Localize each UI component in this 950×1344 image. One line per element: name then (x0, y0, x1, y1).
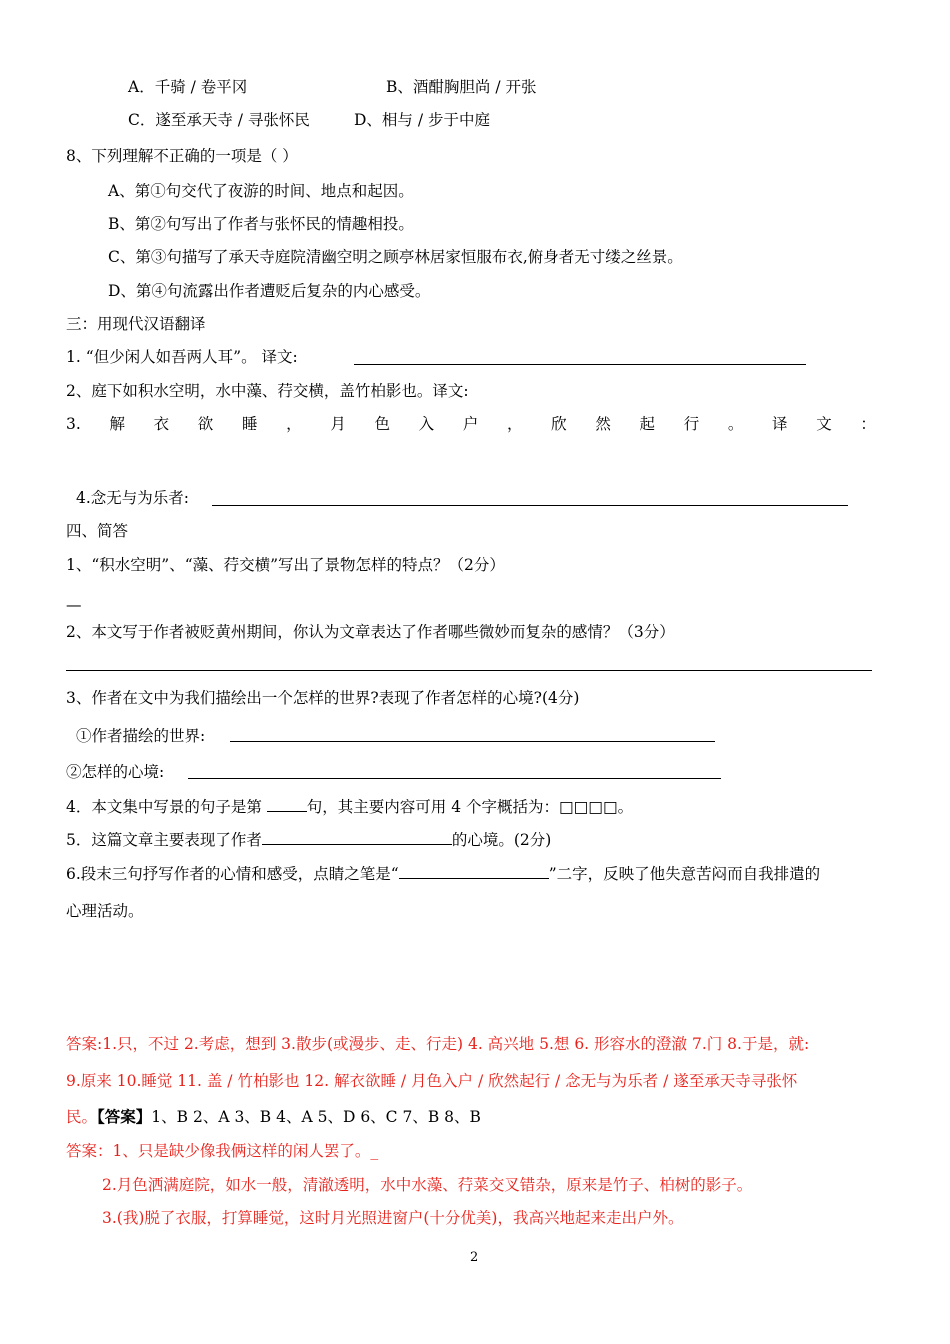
q7-option-c: C．遂至承天寺 / 寻张怀民 (128, 111, 310, 129)
section4-q3: 3、作者在文中为我们描绘出一个怎样的世界?表现了作者怎样的心境?(4分) (66, 689, 580, 707)
q3-char: 入 (418, 415, 435, 433)
answer-line (66, 670, 872, 671)
answers-label: 【答案】 (97, 1107, 152, 1126)
translation-answer-2: 2.月色洒满庭院，如水一般，清澈透明，水中水藻、荇菜交叉错杂，原来是竹子、柏树的影子。 (102, 1176, 753, 1194)
answers-line-3 (66, 1106, 481, 1128)
answers-line-2: 9.原来 10.睡觉 11. 盖 / 竹柏影也 12. 解衣欲睡 / 月色入户 / 欣然起行 / 念无与为乐者 / 遂至承天寺寻张怀 (66, 1072, 798, 1090)
q7-option-a: A．千骑 / 卷平冈 (128, 78, 248, 96)
section4-q4 (66, 795, 633, 818)
section3-q3 (66, 413, 876, 435)
section3-q4: 4.念无与为乐者: (76, 489, 190, 507)
answers-line-1: 答案:1.只，不过 2.考虑，想到 3.散步(或漫步、走、行走) 4. 高兴地 5.想 6. 形容水的澄澈 7.门 8.于是，就: (66, 1035, 810, 1053)
q5-part-a: 5．这篇文章主要表现了作者 (66, 831, 262, 849)
section4-q6 (66, 862, 820, 885)
q8-option-b: B、第②句写出了作者与张怀民的情趣相投。 (108, 215, 414, 233)
choice-answers: 1、B 2、A 3、B 4、A 5、D 6、C 7、B 8、B (151, 1108, 481, 1126)
q3-char: 欲 (197, 415, 214, 433)
q8-option-d: D、第④句流露出作者遭贬后复杂的内心感受。 (108, 282, 431, 300)
q3-char: 户 (462, 415, 479, 433)
q3-char: 行 (683, 415, 700, 433)
q3-char: ， (507, 415, 523, 433)
section3-title: 三：用现代汉语翻译 (66, 315, 206, 333)
q3-char: 解 (109, 415, 125, 433)
q4-part-a: 4．本文集中写景的句子是第 (66, 798, 267, 816)
q3-char: 衣 (153, 415, 170, 433)
section4-q6-cont: 心理活动。 (66, 902, 144, 920)
q5-part-b: 的心境。(2分) (451, 831, 552, 849)
q3-char: 起 (639, 415, 656, 433)
section3-q2: 2、庭下如积水空明，水中藻、荇交横，盖竹柏影也。译文: (66, 382, 469, 400)
q3-char: ， (286, 415, 302, 433)
q3-char: 然 (595, 415, 611, 433)
section3-q1 (66, 346, 298, 368)
q8-option-c: C、第③句描写了承天寺庭院清幽空明之顾亭林居家恒服布衣,俯身者无寸缕之丝景。 (108, 248, 683, 266)
answer-line (354, 364, 806, 365)
q3-char: 译 (772, 415, 788, 433)
q3-char: ： (860, 415, 876, 433)
q7-option-d: D、相与 / 步于中庭 (354, 111, 491, 129)
q6-part-a: 6.段末三句抒写作者的心情和感受，点睛之笔是“ (66, 865, 399, 883)
section4-q5 (66, 828, 551, 851)
answers-line-3-red: 民。 (66, 1108, 98, 1126)
blank (262, 828, 452, 845)
q3-char: 欣 (551, 415, 567, 433)
translation-answer-1: 答案：1、只是缺少像我俩这样的闲人罢了。_ (66, 1142, 379, 1160)
q8-option-a: A、第①句交代了夜游的时间、地点和起因。 (108, 182, 414, 200)
translation-answer-3: 3.(我)脱了衣服，打算睡觉，这时月光照进窗户(十分优美)，我高兴地起来走出户外。 (102, 1209, 684, 1227)
q4-part-b: 句，其主要内容可用 4 个字概括为：□□□□。 (306, 798, 634, 816)
answer-line (212, 505, 848, 506)
section4-q1: 1、“积水空明”、“藻、荇交横”写出了景物怎样的特点？（2分） (66, 556, 505, 574)
q7-option-b: B、酒酣胸胆尚 / 开张 (386, 78, 537, 96)
answer-line (230, 741, 715, 742)
q3-char: 文 (816, 415, 832, 433)
blank (399, 862, 549, 879)
blank (267, 795, 307, 812)
q3-char: 。 (727, 415, 744, 433)
section4-title: 四、简答 (66, 522, 129, 540)
page-number: 2 (470, 1250, 479, 1265)
section3-q1-text: 1. “但少闲人如吾两人耳”。 译文: (66, 348, 298, 366)
section4-q3-mood: ②怎样的心境: (66, 763, 165, 781)
section4-q1-dash: — (66, 596, 82, 614)
section4-q3-world: ①作者描绘的世界: (76, 727, 206, 745)
q3-char: 3. (66, 415, 81, 433)
answer-line (188, 778, 721, 779)
q6-part-b: ”二字，反映了他失意苦闷而自我排遣的 (548, 865, 821, 883)
section4-q2: 2、本文写于作者被贬黄州期间，你认为文章表达了作者哪些微妙而复杂的感情？（3分） (66, 623, 675, 641)
q8-stem: 8、下列理解不正确的一项是（ ） (66, 147, 298, 165)
q3-char: 睡 (241, 415, 258, 433)
q3-char: 色 (374, 415, 390, 433)
q3-char: 月 (330, 415, 346, 433)
